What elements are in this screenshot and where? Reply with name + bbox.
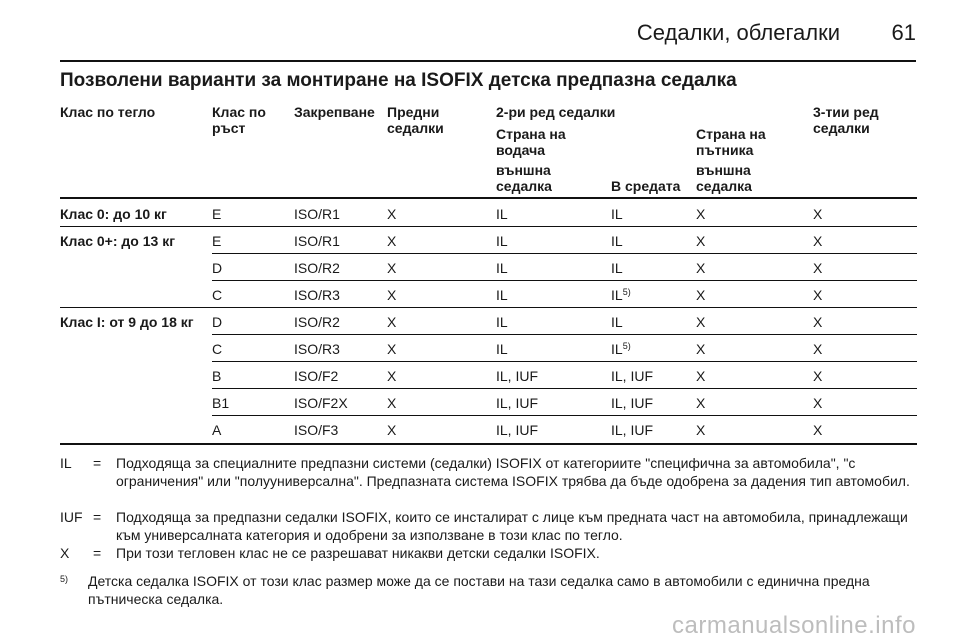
cell-middle-value: IL [611,314,623,330]
row-divider [212,415,917,416]
cell-size: B1 [212,395,230,411]
cell-driver-outer: IL [496,260,508,276]
cell-front: X [387,422,397,438]
header-middle: В средата [611,178,681,194]
cell-size: C [212,341,223,357]
cell-front: X [387,368,397,384]
cell-passenger-outer: X [696,395,706,411]
footnote-ref: 5) [622,287,631,297]
cell-fixture: ISO/R3 [294,341,340,357]
legend-equals: = [93,455,102,471]
section-title: Седалки, облегалки [636,20,840,45]
cell-third: X [813,341,823,357]
header-size-class: Клас по ръст [212,104,266,136]
cell-size: D [212,314,223,330]
cell-passenger-outer: X [696,368,706,384]
cell-middle-value: IL [611,287,623,303]
cell-passenger-outer: X [696,233,706,249]
cell-front: X [387,395,397,411]
cell-driver-outer: IL [496,314,508,330]
cell-third: X [813,233,823,249]
cell-middle [611,395,653,411]
cell-size: B [212,368,222,384]
cell-middle-value: IL [611,260,623,276]
cell-fixture: ISO/R1 [294,233,340,249]
header-passenger-outer: външна седалка [696,162,752,194]
cell-middle-value: IL, IUF [611,395,654,411]
legend-abbr: IUF [60,509,83,525]
cell-fixture: ISO/R1 [294,206,340,222]
legend-description: Подходяща за специалните предпазни системи (седалки) ISOFIX от категориите "специфична за автомобила", "с ограничения" или "полууниверсална". Предпазната система ISOFIX трябва да бъде одобрена за дадения тип автомобил. [116,455,910,489]
cell-driver-outer: IL, IUF [496,395,539,411]
row-divider [212,361,917,362]
row-divider [212,334,917,335]
watermark: carmanualsonline.info [672,612,916,639]
cell-size: C [212,287,223,303]
cell-front: X [387,314,397,330]
row-divider [60,307,917,308]
page-header [0,0,960,60]
cell-front: X [387,287,397,303]
cell-third: X [813,368,823,384]
cell-middle-value: IL [611,206,623,222]
cell-middle [611,368,653,384]
header-fixture: Закрепване [294,104,375,120]
cell-group: Клас 0+: до 13 кг [60,233,176,249]
cell-third: X [813,314,823,330]
cell-size: D [212,260,223,276]
cell-group: Клас I: от 9 до 18 кг [60,314,194,330]
header-third-row: 3-тии ред седалки [813,104,879,136]
cell-passenger-outer: X [696,422,706,438]
cell-fixture: ISO/F2 [294,368,339,384]
cell-middle-value: IL, IUF [611,368,654,384]
row-divider [212,253,917,254]
cell-middle-value: IL [611,233,623,249]
cell-passenger-outer: X [696,206,706,222]
header-passenger-side: Страна на пътника [696,126,766,158]
cell-third: X [813,206,823,222]
footnote-mark: 5) [60,574,69,584]
cell-front: X [387,233,397,249]
cell-driver-outer: IL, IUF [496,368,539,384]
cell-fixture: ISO/F2X [294,395,348,411]
cell-middle [611,422,653,438]
cell-middle [611,287,631,303]
header-rule [60,60,916,62]
cell-fixture: ISO/R2 [294,260,340,276]
cell-middle [611,314,623,330]
table-header-rule [60,197,917,199]
cell-driver-outer: IL, IUF [496,422,539,438]
page-title: Позволени варианти за монтиране на ISOFIX детска предпазна седалка [60,70,737,91]
cell-passenger-outer: X [696,314,706,330]
cell-size: A [212,422,222,438]
header-driver-side: Страна на водача [496,126,566,158]
cell-front: X [387,260,397,276]
cell-passenger-outer: X [696,341,706,357]
legend-equals: = [93,545,102,561]
cell-third: X [813,395,823,411]
cell-third: X [813,287,823,303]
cell-front: X [387,206,397,222]
footnote-ref: 5) [622,341,631,351]
cell-middle-value: IL [611,341,623,357]
cell-fixture: ISO/R3 [294,287,340,303]
legend-abbr: IL [60,455,72,471]
cell-driver-outer: IL [496,287,508,303]
cell-driver-outer: IL [496,233,508,249]
cell-third: X [813,422,823,438]
cell-fixture: ISO/R2 [294,314,340,330]
legend-description: Подходяща за предпазни седалки ISOFIX, които се инсталират с лице към предната част на автомобила, принадлежащи към универсалната категория и одобрени за използване в този клас по тегло. [116,509,908,543]
footnote-text: Детска седалка ISOFIX от този клас размер може да се постави на тази седалка само в автомобили с единична предна пътническа седалка. [88,573,870,607]
cell-size: E [212,206,222,222]
header-weight-class: Клас по тегло [60,104,156,120]
legend-description: При този тегловен клас не се разрешават никакви детски седалки ISOFIX. [116,545,600,561]
row-divider [60,226,917,227]
cell-group: Клас 0: до 10 кг [60,206,167,222]
legend-abbr: X [60,545,70,561]
cell-middle-value: IL, IUF [611,422,654,438]
header-second-row: 2-ри ред седалки [496,104,616,120]
cell-middle [611,260,623,276]
cell-front: X [387,341,397,357]
legend-equals: = [93,509,102,525]
cell-size: E [212,233,222,249]
cell-middle [611,206,623,222]
cell-middle [611,341,631,357]
cell-passenger-outer: X [696,260,706,276]
cell-passenger-outer: X [696,287,706,303]
cell-driver-outer: IL [496,206,508,222]
cell-fixture: ISO/F3 [294,422,339,438]
table-bottom-rule [60,443,917,445]
cell-driver-outer: IL [496,341,508,357]
header-front-seats: Предни седалки [387,104,444,136]
row-divider [212,388,917,389]
row-divider [212,280,917,281]
page-number: 61 [891,20,916,45]
cell-middle [611,233,623,249]
header-driver-outer: външна седалка [496,162,552,194]
cell-third: X [813,260,823,276]
